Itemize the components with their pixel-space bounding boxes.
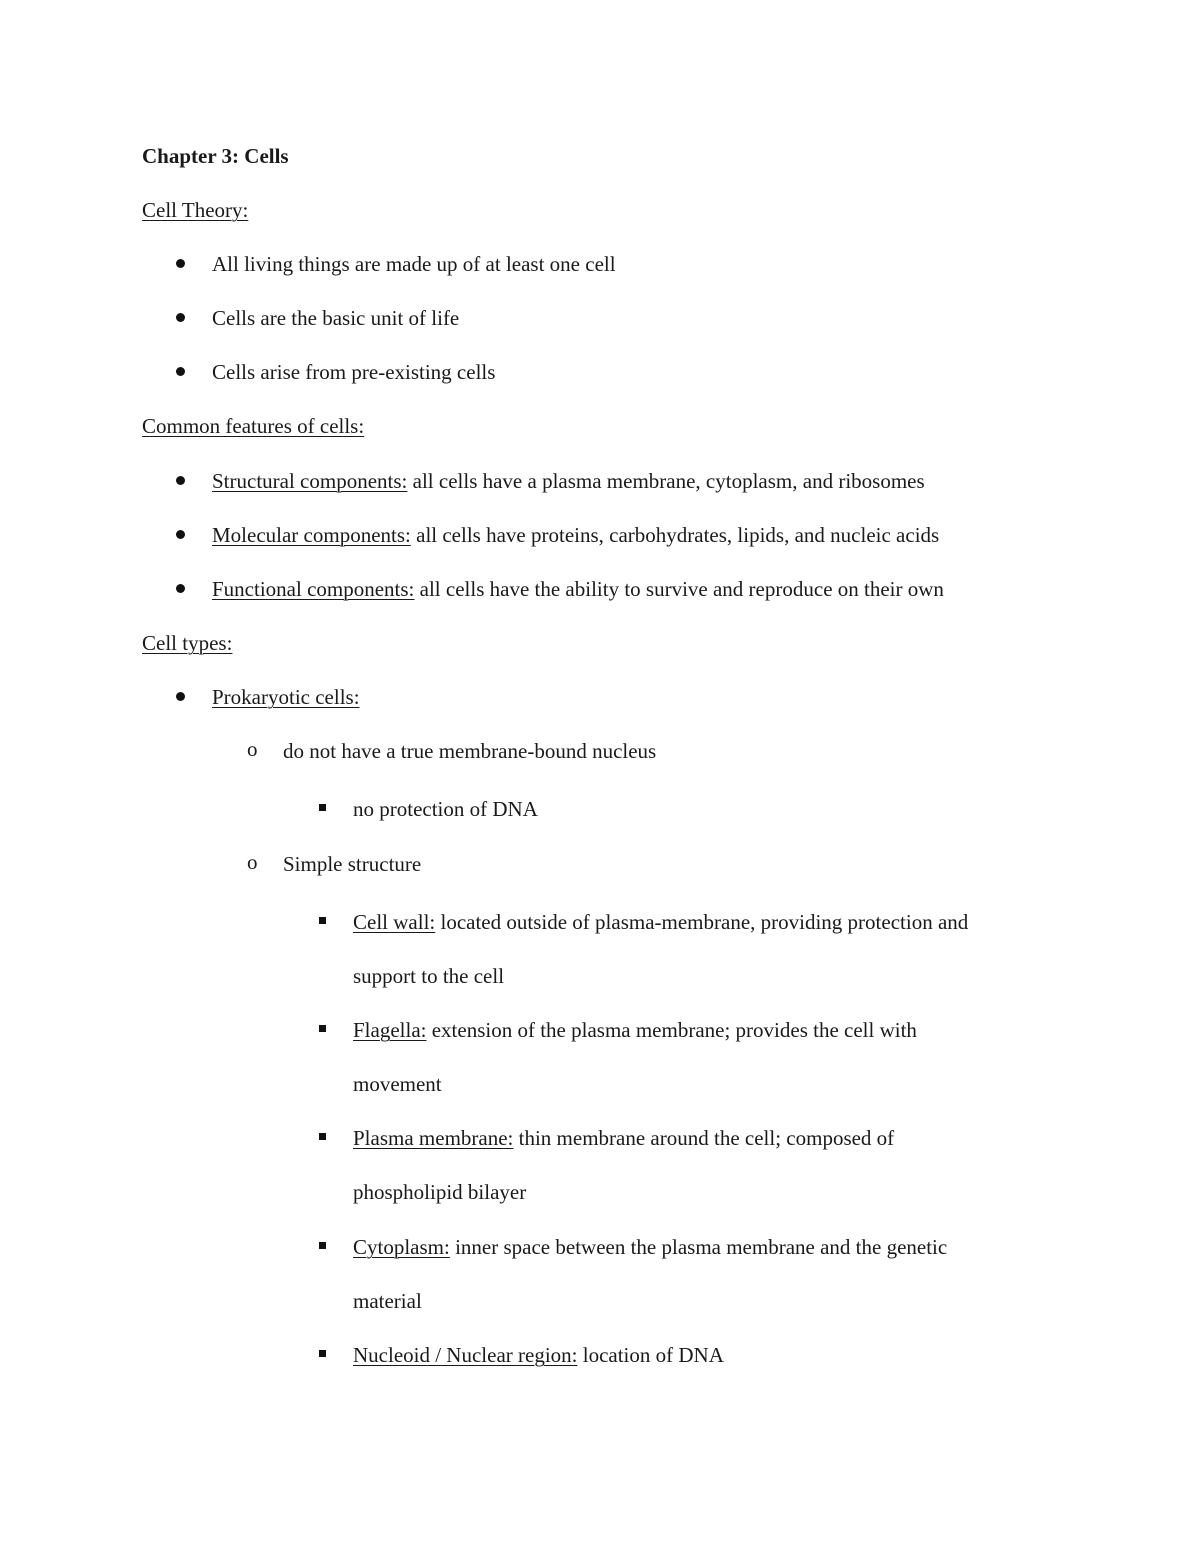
bullet-dot-icon [176, 313, 185, 322]
sub-item: do not have a true membrane-bound nucleus [283, 739, 657, 763]
bullet-dot-icon [176, 476, 185, 485]
square-bullet-icon [319, 917, 326, 924]
section-heading-common-features: Common features of cells: [142, 414, 365, 438]
section-heading-cell-theory: Cell Theory: [142, 198, 249, 222]
sub-sub-item-continued: material [353, 1289, 422, 1313]
sub-sub-item: no protection of DNA [353, 797, 538, 821]
bullet-dot-icon [176, 584, 185, 593]
page-title: Chapter 3: Cells [142, 144, 289, 168]
term: Cell wall: [353, 910, 436, 934]
term: Plasma membrane: [353, 1126, 514, 1150]
definition: extension of the plasma membrane; provides the cell with [426, 1018, 917, 1042]
sub-sub-item-continued: support to the cell [353, 964, 505, 988]
list-item [212, 575, 944, 603]
list-item: Cells arise from pre-existing cells [212, 360, 496, 384]
sub-sub-item [353, 1233, 947, 1261]
term: Functional components: [212, 577, 415, 601]
square-bullet-icon [319, 804, 326, 811]
square-bullet-icon [319, 1242, 326, 1249]
term: Structural components: [212, 469, 408, 493]
square-bullet-icon [319, 1025, 326, 1032]
square-bullet-icon [319, 1350, 326, 1357]
list-item-prokaryotic: Prokaryotic cells: [212, 685, 360, 709]
sub-item: Simple structure [283, 852, 422, 876]
square-bullet-icon [319, 1133, 326, 1140]
list-item [212, 521, 939, 549]
bullet-dot-icon [176, 259, 185, 268]
section-heading-cell-types: Cell types: [142, 631, 233, 655]
sub-sub-item [353, 1016, 917, 1044]
sub-sub-item [353, 908, 968, 936]
sub-sub-item-continued: phospholipid bilayer [353, 1180, 527, 1204]
circle-bullet-icon: o [247, 737, 258, 761]
term: Nucleoid / Nuclear region: [353, 1343, 578, 1367]
term: Flagella: [353, 1018, 427, 1042]
definition: inner space between the plasma membrane and the genetic [449, 1235, 948, 1259]
definition: location of DNA [577, 1343, 724, 1367]
list-item: Cells are the basic unit of life [212, 306, 460, 330]
sub-sub-item-continued: movement [353, 1072, 442, 1096]
bullet-dot-icon [176, 530, 185, 539]
definition: thin membrane around the cell; composed of [513, 1126, 895, 1150]
bullet-dot-icon [176, 367, 185, 376]
list-item [212, 467, 925, 495]
sub-sub-item [353, 1124, 894, 1152]
definition: all cells have a plasma membrane, cytoplasm, and ribosomes [407, 469, 925, 493]
term: Cytoplasm: [353, 1235, 450, 1259]
definition: all cells have the ability to survive and reproduce on their own [414, 577, 944, 601]
definition: located outside of plasma-membrane, providing protection and [435, 910, 969, 934]
bullet-dot-icon [176, 692, 185, 701]
sub-sub-item [353, 1341, 724, 1369]
list-item: All living things are made up of at least one cell [212, 252, 616, 276]
circle-bullet-icon: o [247, 850, 258, 874]
definition: all cells have proteins, carbohydrates, lipids, and nucleic acids [410, 523, 940, 547]
term: Molecular components: [212, 523, 411, 547]
